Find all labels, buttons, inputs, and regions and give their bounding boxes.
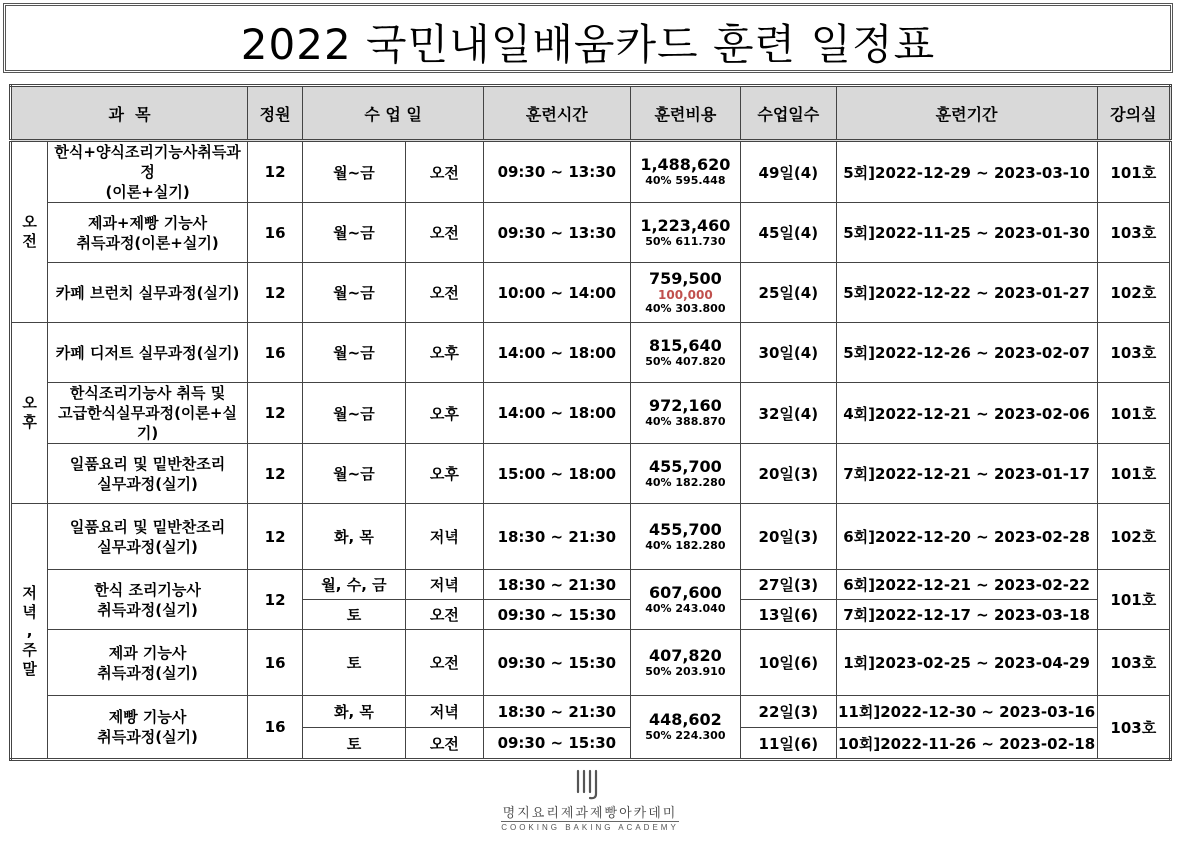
class-days-cell: 화, 목 (303, 696, 405, 728)
cost-cell (630, 696, 740, 760)
room-cell: 103호 (1097, 696, 1170, 760)
time-of-day-cell: 오전 (405, 600, 483, 630)
hours-cell: 18:30 ~ 21:30 (484, 696, 631, 728)
time-of-day-cell: 오전 (405, 630, 483, 696)
room-cell: 103호 (1097, 203, 1170, 263)
room-cell: 103호 (1097, 630, 1170, 696)
table-row (11, 323, 1171, 383)
period-cell: 6회]2022-12-20 ~ 2023-02-28 (836, 504, 1097, 570)
cost-cell (630, 383, 740, 444)
capacity-cell: 12 (248, 141, 303, 203)
cost-subsidy: 50% 203.910 (645, 664, 726, 678)
cost-cell (630, 323, 740, 383)
time-of-day-cell: 오후 (405, 323, 483, 383)
days-count-cell: 11일(6) (741, 728, 836, 760)
hours-cell: 09:30 ~ 13:30 (484, 141, 631, 203)
course-name: 카페 브런치 실무과정(실기) (48, 263, 248, 323)
cost-subsidy: 40% 303.800 (645, 301, 726, 315)
class-days-cell: 월~금 (303, 323, 405, 383)
capacity-cell: 12 (248, 570, 303, 630)
class-days-cell: 토 (303, 728, 405, 760)
room-cell: 102호 (1097, 263, 1170, 323)
group-label-evening_weekend: 저 녁 , 주 말 (11, 504, 48, 760)
hours-cell: 10:00 ~ 14:00 (484, 263, 631, 323)
cost-amount: 1,223,460 (640, 215, 731, 235)
capacity-cell: 16 (248, 630, 303, 696)
table-row (11, 141, 1171, 203)
capacity-cell: 12 (248, 383, 303, 444)
course-name: 한식+양식조리기능사취득과정 (이론+실기) (48, 141, 248, 203)
cost-amount: 759,500 (648, 268, 722, 288)
course-name: 한식조리기능사 취득 및 고급한식실무과정(이론+실기) (48, 383, 248, 444)
academy-logo-icon (570, 768, 610, 800)
days-count-cell: 27일(3) (741, 570, 836, 600)
cost-amount: 455,700 (648, 519, 722, 539)
cost-amount: 815,640 (648, 335, 722, 355)
header-days-count: 수업일수 (741, 86, 836, 141)
cost-subsidy: 50% 611.730 (645, 234, 726, 248)
academy-name: 명지요리제과제빵아카데미 (501, 802, 680, 822)
table-row (11, 203, 1171, 263)
header-class-days: 수 업 일 (303, 86, 484, 141)
course-name: 한식 조리기능사 취득과정(실기) (48, 570, 248, 630)
days-count-cell: 32일(4) (741, 383, 836, 444)
header-subject: 과 목 (11, 86, 248, 141)
days-count-cell: 13일(6) (741, 600, 836, 630)
room-cell: 103호 (1097, 323, 1170, 383)
cost-cell (630, 570, 740, 630)
header-cost: 훈련비용 (630, 86, 740, 141)
group-label-afternoon: 오 후 (11, 323, 48, 504)
cost-amount: 972,160 (648, 396, 722, 415)
capacity-cell: 16 (248, 323, 303, 383)
time-of-day-cell: 오전 (405, 203, 483, 263)
class-days-cell: 월~금 (303, 444, 405, 504)
capacity-cell: 12 (248, 263, 303, 323)
table-row (11, 444, 1171, 504)
course-name: 제빵 기능사 취득과정(실기) (48, 696, 248, 760)
room-cell: 101호 (1097, 141, 1170, 203)
days-count-cell: 45일(4) (741, 203, 836, 263)
hours-cell: 09:30 ~ 15:30 (484, 728, 631, 760)
schedule-table (9, 84, 1172, 761)
course-name: 일품요리 및 밑반찬조리 실무과정(실기) (48, 504, 248, 570)
table-row (11, 383, 1171, 444)
cost-subsidy: 40% 595.448 (645, 174, 726, 187)
class-days-cell: 월~금 (303, 383, 405, 444)
hours-cell: 09:30 ~ 13:30 (484, 203, 631, 263)
days-count-cell: 49일(4) (741, 141, 836, 203)
period-cell: 5회]2022-12-22 ~ 2023-01-27 (836, 263, 1097, 323)
academy-subtitle: COOKING BAKING ACADEMY (501, 823, 679, 832)
days-count-cell: 22일(3) (741, 696, 836, 728)
class-days-cell: 월~금 (303, 141, 405, 203)
course-name: 카페 디저트 실무과정(실기) (48, 323, 248, 383)
days-count-cell: 10일(6) (741, 630, 836, 696)
time-of-day-cell: 오전 (405, 263, 483, 323)
hours-cell: 14:00 ~ 18:00 (484, 383, 631, 444)
room-cell: 101호 (1097, 383, 1170, 444)
period-cell: 10회]2022-11-26 ~ 2023-02-18 (836, 728, 1097, 760)
class-days-cell: 토 (303, 630, 405, 696)
cost-subsidy: 50% 224.300 (645, 729, 726, 742)
cost-amount: 448,602 (648, 710, 722, 729)
cost-cell (630, 444, 740, 504)
cost-amount: 455,700 (648, 456, 722, 476)
header-capacity: 정원 (248, 86, 303, 141)
table-row (11, 263, 1171, 323)
course-name: 제과 기능사 취득과정(실기) (48, 630, 248, 696)
time-of-day-cell: 저녁 (405, 570, 483, 600)
header-period: 훈련기간 (836, 86, 1097, 141)
cost-amount: 407,820 (648, 645, 722, 665)
hours-cell: 18:30 ~ 21:30 (484, 570, 631, 600)
header-row (11, 86, 1171, 141)
page-title: 2022 국민내일배움카드 훈련 일정표 (240, 20, 936, 69)
header-room: 강의실 (1097, 86, 1170, 141)
period-cell: 5회]2022-12-29 ~ 2023-03-10 (836, 141, 1097, 203)
cost-subsidy: 40% 182.280 (645, 538, 726, 552)
period-cell: 11회]2022-12-30 ~ 2023-03-16 (836, 696, 1097, 728)
time-of-day-cell: 저녁 (405, 504, 483, 570)
room-cell: 101호 (1097, 444, 1170, 504)
time-of-day-cell: 오후 (405, 383, 483, 444)
capacity-cell: 16 (248, 696, 303, 760)
period-cell: 5회]2022-12-26 ~ 2023-02-07 (836, 323, 1097, 383)
hours-cell: 14:00 ~ 18:00 (484, 323, 631, 383)
table-row (11, 630, 1171, 696)
cost-subsidy: 40% 243.040 (645, 601, 726, 615)
class-days-cell: 월~금 (303, 203, 405, 263)
course-name: 제과+제빵 기능사 취득과정(이론+실기) (48, 203, 248, 263)
cost-cell (630, 263, 740, 323)
cost-subsidy: 40% 388.870 (645, 415, 726, 428)
class-days-cell: 월~금 (303, 263, 405, 323)
days-count-cell: 20일(3) (741, 444, 836, 504)
cost-cell (630, 630, 740, 696)
period-cell: 5회]2022-11-25 ~ 2023-01-30 (836, 203, 1097, 263)
class-days-cell: 화, 목 (303, 504, 405, 570)
time-of-day-cell: 오전 (405, 728, 483, 760)
class-days-cell: 월, 수, 금 (303, 570, 405, 600)
cost-cell (630, 203, 740, 263)
cost-subsidy: 40% 182.280 (645, 475, 726, 489)
group-label-morning: 오 전 (11, 141, 48, 323)
time-of-day-cell: 오후 (405, 444, 483, 504)
cost-amount: 1,488,620 (640, 155, 731, 174)
cost-discount: 100,000 (658, 287, 713, 302)
hours-cell: 18:30 ~ 21:30 (484, 504, 631, 570)
cost-subsidy: 50% 407.820 (645, 354, 726, 368)
table-row (11, 504, 1171, 570)
room-cell: 101호 (1097, 570, 1170, 630)
period-cell: 4회]2022-12-21 ~ 2023-02-06 (836, 383, 1097, 444)
period-cell: 6회]2022-12-21 ~ 2023-02-22 (836, 570, 1097, 600)
class-days-cell: 토 (303, 600, 405, 630)
course-name: 일품요리 및 밑반찬조리 실무과정(실기) (48, 444, 248, 504)
period-cell: 1회]2023-02-25 ~ 2023-04-29 (836, 630, 1097, 696)
cost-cell (630, 141, 740, 203)
hours-cell: 15:00 ~ 18:00 (484, 444, 631, 504)
cost-amount: 607,600 (648, 582, 722, 602)
academy-logo (0, 768, 1180, 832)
days-count-cell: 20일(3) (741, 504, 836, 570)
capacity-cell: 16 (248, 203, 303, 263)
capacity-cell: 12 (248, 444, 303, 504)
days-count-cell: 25일(4) (741, 263, 836, 323)
table-row (11, 570, 1171, 600)
period-cell: 7회]2022-12-17 ~ 2023-03-18 (836, 600, 1097, 630)
table-row (11, 696, 1171, 728)
title-box (3, 3, 1173, 73)
hours-cell: 09:30 ~ 15:30 (484, 600, 631, 630)
room-cell: 102호 (1097, 504, 1170, 570)
cost-cell (630, 504, 740, 570)
days-count-cell: 30일(4) (741, 323, 836, 383)
time-of-day-cell: 저녁 (405, 696, 483, 728)
time-of-day-cell: 오전 (405, 141, 483, 203)
capacity-cell: 12 (248, 504, 303, 570)
header-hours: 훈련시간 (484, 86, 631, 141)
hours-cell: 09:30 ~ 15:30 (484, 630, 631, 696)
period-cell: 7회]2022-12-21 ~ 2023-01-17 (836, 444, 1097, 504)
